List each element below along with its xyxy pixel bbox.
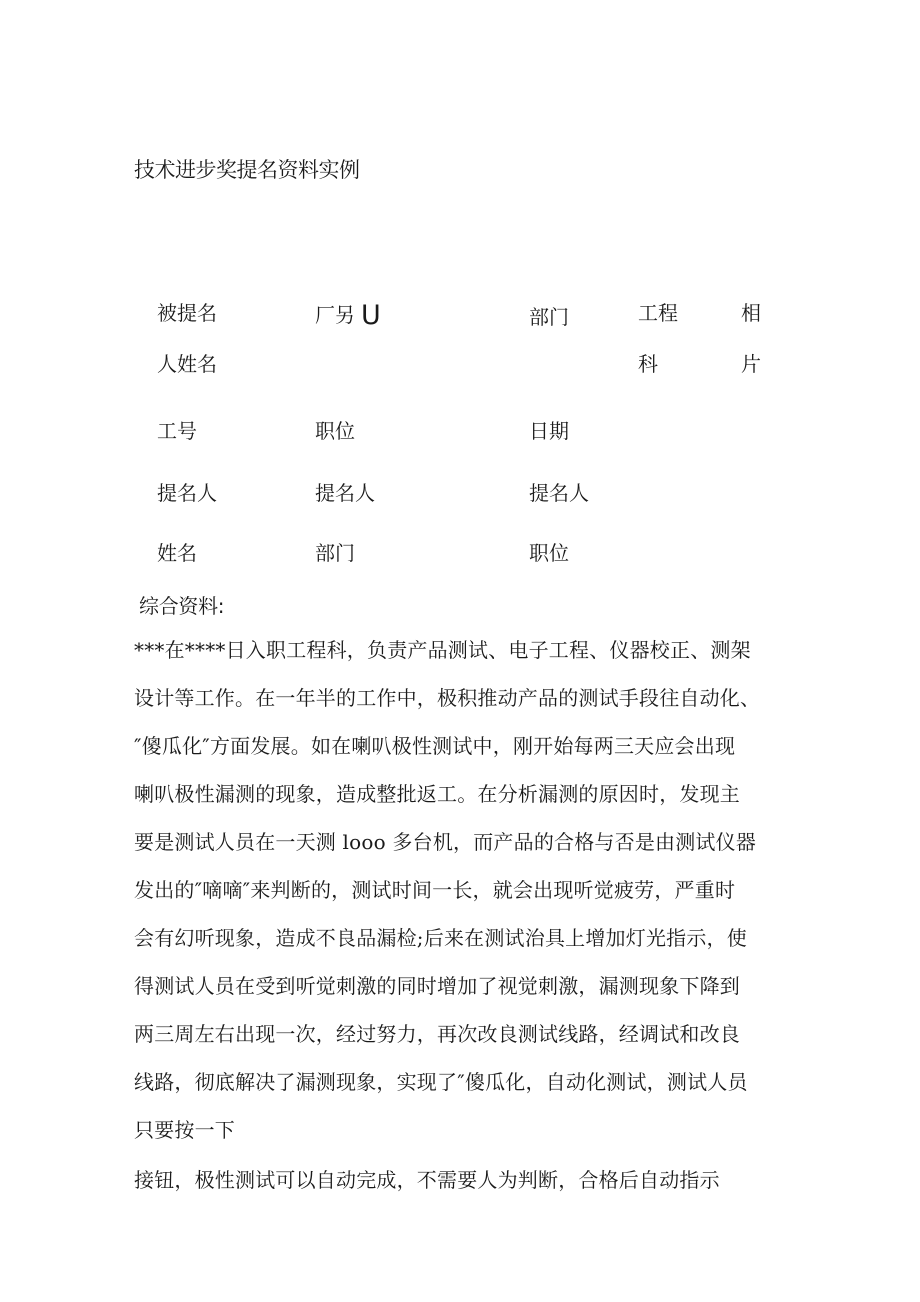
employee-id-label: 工号 [157,419,197,443]
photo-label-line1: 相 [741,301,761,325]
summary-line: 线路，彻底解决了漏测现象，实现了″傻瓜化，自动化测试，测试人员 [134,1070,748,1094]
summary-line: 发出的″嘀嘀″来判断的，测试时间一长，就会出现听觉疲劳，严重时 [134,878,736,902]
nominator-name-label-line1: 提名人 [157,481,217,505]
summary-line: ″傻瓜化″方面发展。如在喇叭极性测试中，刚开始每两三天应会出现 [134,734,736,758]
nominator-dept-label-line2: 部门 [315,541,355,565]
department-label: 部门 [529,305,569,329]
summary-line: 喇叭极性漏测的现象，造成整批返工。在分析漏测的原因时，发现主 [134,782,740,806]
nominator-position-label-line1: 提名人 [529,481,589,505]
summary-line: 接钮，极性测试可以自动完成，不需要人为判断，合格后自动指示 [134,1168,720,1192]
summary-line: 设计等工作。在一年半的工作中，极积推动产品的测试手段往自动化、 [134,686,761,710]
position-label: 职位 [315,419,355,443]
summary-line: 得测试人员在受到听觉刺激的同时增加了视觉刺激，漏测现象下降到 [134,974,740,998]
nominee-name-label-line1: 被提名 [157,301,217,325]
nominee-name-label-line2: 人姓名 [157,352,217,376]
summary-line: ***在****日入职工程科，负责产品测试、电子工程、仪器校正、测架 [134,638,751,662]
nominee-name-value-mark: U [361,300,381,331]
summary-line: 要是测试人员在一天测 looo 多台机，而产品的合格与否是由测试仪器 [134,830,757,854]
department-value-line1: 工程 [638,301,678,325]
summary-line: 只要按一下 [134,1118,235,1142]
nominator-name-label-line2: 姓名 [157,541,197,565]
nominator-position-label-line2: 职位 [529,541,569,565]
summary-line: 两三周左右出现一次，经过努力，再次改良测试线路，经调试和改良 [134,1022,740,1046]
date-label: 日期 [529,419,569,443]
summary-heading: 综合资料: [139,594,225,618]
department-value-line2: 科 [638,352,658,376]
nominator-dept-label-line1: 提名人 [315,481,375,505]
nominee-name-value-text: 厂另 [315,303,355,327]
summary-line: 会有幻听现象，造成不良品漏检;后来在测试治具上增加灯光指示，使 [134,926,747,950]
photo-label-line2: 片 [741,352,761,376]
nominee-name-value [315,302,381,329]
document-title: 技术进步奖提名资料实例 [134,158,360,182]
